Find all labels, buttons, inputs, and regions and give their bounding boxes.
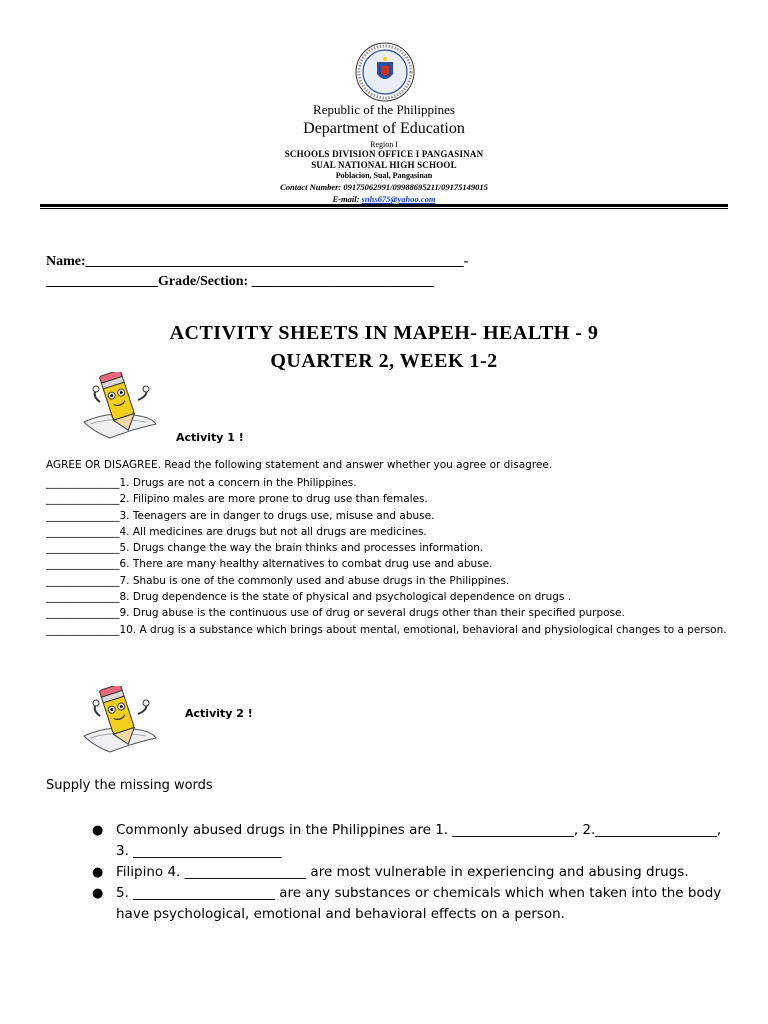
- pencil-mascot-icon: [80, 686, 160, 756]
- bullet-icon: ●: [92, 865, 104, 880]
- deped-seal-logo: [355, 42, 415, 102]
- contact-label: Contact Number: [280, 182, 339, 192]
- school-name-text: SUAL NATIONAL HIGH SCHOOL: [311, 160, 457, 170]
- statement-item: ______________10. A drug is a substance which brings about mental, emotional, behavioral and physiological changes to a person.: [46, 623, 727, 636]
- statement-item: ______________8. Drug dependence is the state of physical and psychological dependence on drugs .: [46, 591, 572, 604]
- bullet-icon: ●: [92, 886, 104, 901]
- department-heading: Department of Education: [303, 120, 465, 137]
- header-rule-thin: [40, 208, 728, 209]
- activity-2-instructions: Supply the missing words: [46, 778, 213, 793]
- activity-2-fill-in-list: [92, 820, 732, 925]
- activity-1-instructions: AGREE OR DISAGREE. Read the following statement and answer whether you agree or disagree.: [46, 459, 553, 471]
- quarter-week-title: QUARTER 2, WEEK 1-2: [270, 350, 498, 372]
- statement-item: ______________2. Filipino males are more prone to drug use than females.: [46, 493, 428, 506]
- activity-2-label: Activity 2 !: [185, 707, 253, 720]
- email-link[interactable]: snhs675@yahoo.com: [361, 194, 436, 204]
- contact-number-text: [0, 182, 768, 192]
- fill-in-item: [92, 820, 732, 862]
- grade-section-field-line[interactable]: ________________Grade/Section: __________________________: [46, 274, 434, 289]
- fill-in-item: [92, 883, 732, 925]
- fill-in-text: 5. _____________________ are any substances or chemicals which when taken into the body have psychological, emotional and behavioral effects on a person.: [116, 885, 722, 922]
- pencil-mascot-icon: [80, 372, 160, 442]
- statement-item: ______________6. There are many healthy alternatives to combat drug use and abuse.: [46, 558, 493, 571]
- statement-item: ______________9. Drug abuse is the continuous use of drug or several drugs other than their specified purpose.: [46, 607, 625, 620]
- statement-item: ______________3. Teenagers are in danger to drugs use, misuse and abuse.: [46, 509, 435, 522]
- bullet-icon: ●: [92, 823, 104, 838]
- statement-item: ______________5. Drugs change the way the brain thinks and processes information.: [46, 542, 484, 555]
- activity-sheet-title: ACTIVITY SHEETS IN MAPEH- HEALTH - 9: [169, 322, 599, 344]
- statement-item: ______________4. All medicines are drugs but not all drugs are medicines.: [46, 525, 427, 538]
- contact-value: : 09175062991/09988695211/09175149015: [338, 182, 488, 192]
- statement-item: ______________7. Shabu is one of the commonly used and abuse drugs in the Philippines.: [46, 574, 510, 587]
- header-rule-thick: [40, 204, 728, 207]
- school-address-text: Poblacion, Sual, Pangasinan: [335, 171, 433, 180]
- region-text: Region I: [370, 140, 398, 149]
- activity-1-label: Activity 1 !: [176, 431, 244, 444]
- activity-1-statement-list: [46, 475, 746, 638]
- fill-in-item: [92, 862, 732, 883]
- republic-heading: Republic of the Philippines: [313, 102, 455, 117]
- email-label: E-mail:: [332, 194, 362, 204]
- email-text: [0, 194, 768, 204]
- statement-item: ______________1. Drugs are not a concern in the Philippines.: [46, 477, 357, 489]
- name-field-line[interactable]: Name:______________________________________________________-: [46, 254, 469, 269]
- fill-in-text: Filipino 4. __________________ are most vulnerable in experiencing and abusing drugs.: [116, 864, 689, 880]
- fill-in-text: Commonly abused drugs in the Philippines are 1. __________________, 2.__________________, 3. ______________________: [116, 822, 722, 859]
- division-office-text: SCHOOLS DIVISION OFFICE I PANGASINAN: [284, 149, 484, 159]
